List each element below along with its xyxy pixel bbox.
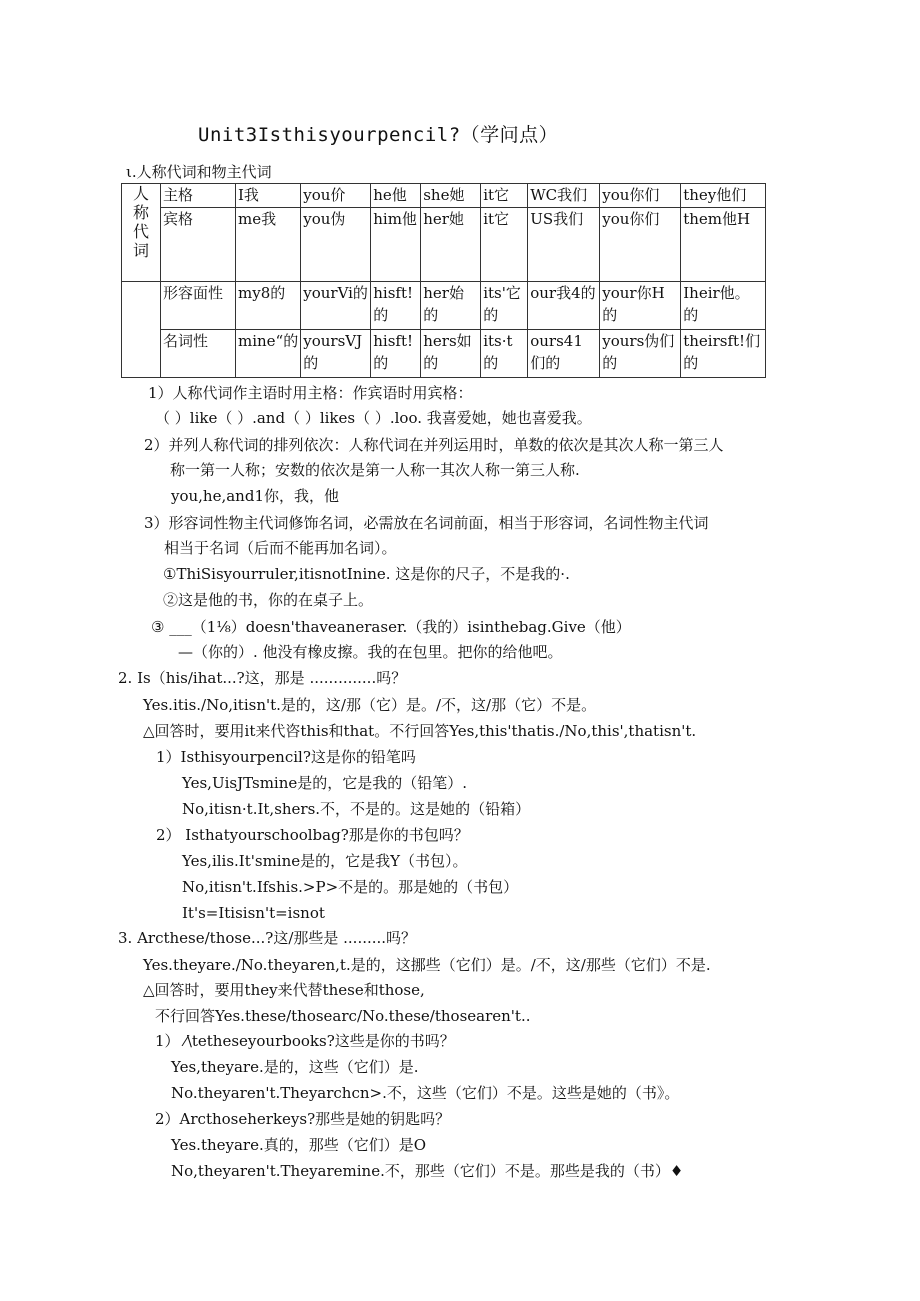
table-cell: you价: [301, 184, 371, 208]
table-cell: hers如的: [421, 330, 481, 378]
table-row: [122, 184, 766, 208]
text-line: 2）Arcthoseherkeys?那些是她的钥匙吗？: [155, 1110, 451, 1128]
table-row: [122, 208, 766, 282]
table-cell: yoursVJ的: [301, 330, 371, 378]
table-cell: her始的: [421, 282, 481, 330]
text-line: No,theyaren't.Theyaremine.不，那些（它们）不是。那些是我的（书）♦: [171, 1162, 684, 1180]
table-cell: WC我们: [528, 184, 600, 208]
text-line: 2. Is（his∕ihat...?这，那是 ..............吗？: [118, 669, 407, 687]
text-line: No.theyaren't.Theyarchcn>.不，这些（它们）不是。这些是她的（书》。: [171, 1084, 680, 1102]
text-line: Yes.itis./No,itisn't.是的，这/那（它）是。/不，这/那（它）不是。: [143, 696, 597, 714]
text-line: 称一第一人称；安数的依次是第一人称一其次人称一第三人称.: [170, 461, 580, 479]
table-cell: our我4的: [528, 282, 600, 330]
table-cell: US我们: [528, 208, 600, 282]
table-cell: him他: [371, 208, 421, 282]
text-line: you,he,and1你，我，他: [171, 487, 339, 505]
row-label: 宾格: [161, 208, 236, 282]
table-cell: you伪: [301, 208, 371, 282]
text-line: 1） ⁄\tetheseyourbooks?这些是你的书吗？: [155, 1032, 455, 1050]
text-line: It's=Itisisn't=isnot: [182, 904, 325, 922]
text-line: Yes.theyare.真的，那些（它们）是O: [171, 1136, 427, 1154]
text-line: No,itisn't.Ifshis.>P>不是的。那是她的（书包）: [182, 878, 519, 896]
text-line: 1）Isthisyourpencil?这是你的铅笔吗: [156, 748, 416, 766]
table-cell: ours41们的: [528, 330, 600, 378]
table-cell: her她: [421, 208, 481, 282]
text-line: Yes.theyare./No.theyaren,t.是的，这挪些（它们）是。/不，这/那些（它们）不是.: [143, 956, 711, 974]
row-label: 主格: [161, 184, 236, 208]
text-line: （ ）like（ ）.and（ ）likes（ ）.loo. 我喜爱她，她也喜爱我。: [155, 409, 592, 427]
table-cell: them他H: [681, 208, 766, 282]
table-cell: my8的: [236, 282, 301, 330]
text-line: 1）人称代词作主语时用主格：作宾语时用宾格：: [148, 384, 473, 402]
page-title: Unit3Isthisyourpencil?（学问点）: [198, 124, 559, 146]
text-line: △回答时，要用it来代咨this和that。不行回答Yes,this'thatis./No,this',thatisn't.: [143, 722, 697, 740]
table-cell: hisft!的: [371, 282, 421, 330]
table-cell: your你H的: [600, 282, 681, 330]
row-label: 名词性: [161, 330, 236, 378]
text-line: Yes,theyare.是的，这些（它们）是.: [171, 1058, 419, 1076]
text-line: No,itisn·t.It,shers.不，不是的。这是她的（铅箱）: [182, 800, 531, 818]
text-line: 2） Isthatyourschoolbag?那是你的书包吗？: [156, 826, 469, 844]
table-cell: it它: [481, 184, 528, 208]
table-cell: its'它的: [481, 282, 528, 330]
table-cell: yourVi的: [301, 282, 371, 330]
text-line: ③ ___（1⅛）doesn'thaveaneraser.（我的）isinthebag.Give（他）: [151, 618, 631, 636]
table-cell: Iheir他。的: [681, 282, 766, 330]
text-line: 相当于名词（后而不能再加名词）。: [164, 539, 397, 557]
row-label: 形容面性: [161, 282, 236, 330]
table-cell: yours伪们的: [600, 330, 681, 378]
text-line: —（你的）. 他没有橡皮擦。我的在包里。把你的给他吧。: [178, 643, 563, 661]
group-label-possessive: [122, 282, 161, 378]
pronoun-table: [121, 183, 766, 378]
table-cell: theirsft!们的: [681, 330, 766, 378]
table-cell: you你们: [600, 184, 681, 208]
table-cell: its·t的: [481, 330, 528, 378]
table-cell: mine“的: [236, 330, 301, 378]
group-label-personal: 人称代词: [122, 184, 161, 282]
section-1-heading: ι.人称代词和物主代词: [126, 163, 272, 181]
table-cell: they他们: [681, 184, 766, 208]
text-line: 3. Arcthese/those...?这/那些是 .........吗？: [118, 929, 417, 947]
text-line: Yes,UisJTsmine是的，它是我的（铅笔）.: [182, 774, 468, 792]
table-cell: me我: [236, 208, 301, 282]
table-cell: he他: [371, 184, 421, 208]
table-cell: you你们: [600, 208, 681, 282]
text-line: 3）形容词性物主代词修饰名词，必需放在名词前面，相当于形容词，名词性物主代词: [144, 514, 709, 532]
text-line: 不行回答Yes.these/thosearc/No.these/thosearen't..: [155, 1007, 531, 1025]
table-cell: she她: [421, 184, 481, 208]
table-cell: I我: [236, 184, 301, 208]
table-cell: hisft!的: [371, 330, 421, 378]
table-row: [122, 330, 766, 378]
text-line: 2）并列人称代词的排列依次：人称代词在并列运用时，单数的依次是其次人称一第三人: [144, 436, 724, 454]
text-line: Yes,ilis.It'smine是的，它是我Y（书包）。: [182, 852, 468, 870]
table-cell: it它: [481, 208, 528, 282]
text-line: ②这是他的书，你的在桌子上。: [163, 591, 374, 609]
text-line: △回答时，要用they来代替these和those,: [143, 981, 425, 999]
table-row: [122, 282, 766, 330]
text-line: ①ThiSisyourruler,itisnotInine. 这是你的尺子，不是我的·.: [163, 565, 570, 583]
